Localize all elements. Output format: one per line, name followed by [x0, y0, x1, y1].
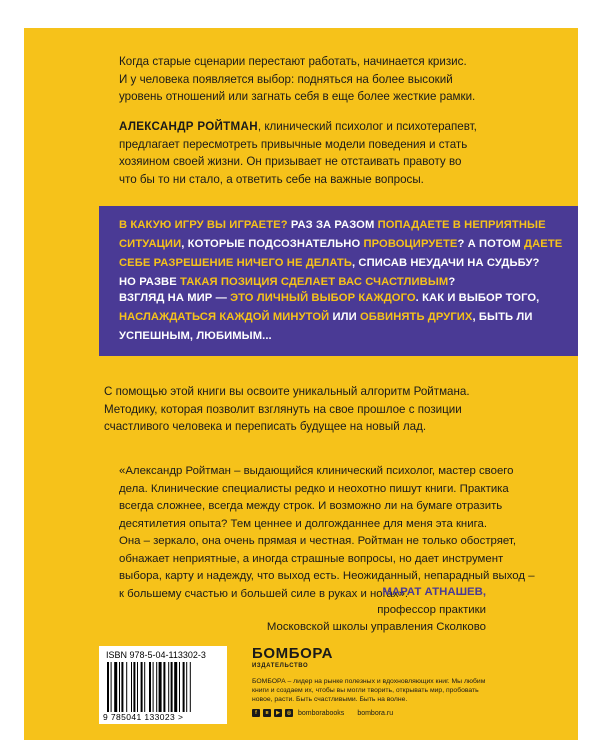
barcode-bar [183, 662, 185, 712]
questions-panel [99, 206, 578, 356]
quote-author-name: МАРАТ АТНАШЕВ, [382, 586, 486, 598]
back-cover [24, 28, 578, 740]
barcode-bar [144, 662, 145, 712]
quote-signature [267, 584, 486, 637]
barcode-bar [126, 662, 127, 712]
instagram-icon[interactable]: ◎ [286, 710, 292, 716]
quote-author-org: Московской школы управления Сколково [266, 621, 486, 634]
barcode-bar [179, 662, 180, 712]
worldview-block: ВЗГЛЯД НА МИР — ЭТО ЛИЧНЫЙ ВЫБОР КАЖДОГО. КАК И ВЫБОР ТОГО, НАСЛАЖДАТЬСЯ КАЖДОЙ МИНУТОЙ ИЛИ ОБВИНЯТЬ ДРУГИХ, БЫТЬ ЛИ УСПЕШНЫМ, ЛЮБИМЫМ... [119, 292, 540, 342]
barcode-bar [133, 662, 135, 712]
barcode-bar [107, 662, 109, 712]
barcode-bar [186, 662, 187, 712]
social-links [252, 709, 522, 717]
barcode-bar [153, 662, 154, 712]
publisher-site[interactable]: bombora.ru [357, 709, 394, 717]
social-handle[interactable]: bomborabooks [298, 709, 345, 717]
barcode-bar [163, 662, 165, 712]
author-name: АЛЕКСАНДР РОЙТМАН [119, 120, 258, 133]
barcode-digits: 9 785041 133023 > [103, 712, 184, 722]
method-paragraph: С помощью этой книги вы освоите уникальный алгоритм Ройтмана. Методику, которая позволит взглянуть на свое прошлое с позиции счастливого человека и переписать будущее на новый лад. [104, 385, 470, 434]
quote-paragraph-1: «Александр Ройтман – выдающийся клинический психолог, мастер своего дела. Клинические специалисты редко и неохотно пишут книги. Практика всегда сложнее, всегда между строк. И возможно ли на бумаге отразить десятилетия опыта? Тем ценнее и долгожданнее для меня эта книга. [119, 465, 514, 530]
intro-paragraph: Когда старые сценарии перестают работать, начинается кризис. И у человека появляется выбор: подняться на более высокий уровень отношений или загнать себя в еще более жесткие рамки. [119, 55, 476, 104]
barcode-bar [111, 662, 112, 712]
barcode [99, 646, 227, 724]
barcode-bar [190, 662, 191, 712]
barcode-bar [141, 662, 143, 712]
publisher-block [252, 646, 522, 717]
publisher-logo: БОМБОРА [252, 645, 334, 662]
quote-paragraph-2: Она – зеркало, она очень прямая и честная. Ройтман не только обостряет, обнажает неприятные, а иногда страшные вопросы, но дает инструмент выбора, карту и надежду, что выход есть. Неожиданный, непарадный выход – к большему счастью и большей силе в руках и ногах». [119, 535, 535, 600]
barcode-bar [159, 662, 162, 712]
vk-icon[interactable]: в [263, 709, 271, 717]
youtube-icon[interactable]: ▶ [274, 709, 282, 717]
publisher-description: БОМБОРА – лидер на рынке полезных и вдохновляющих книг. Мы любим книги и создаем их, чтобы вы могли творить, открывать мир, пробовать новое, расти. Быть счастливыми. Быть на волне. [252, 678, 486, 703]
barcode-bar [121, 662, 123, 712]
author-paragraph: АЛЕКСАНДР РОЙТМАН, клинический психолог и психотерапевт, предлагает пересмотреть привычные модели поведения и стать хозяином своей жизни. Он призывает не отстаивать правоту во что бы то ни стало, а ответить себе на важные вопросы. [119, 120, 477, 186]
barcode-bar [156, 662, 157, 712]
barcode-bar [114, 662, 117, 712]
barcode-bar [149, 662, 151, 712]
barcode-bar [168, 662, 169, 712]
barcode-bar [174, 662, 177, 712]
barcode-bar [171, 662, 173, 712]
publisher-logo-sub: ИЗДАТЕЛЬСТВО [252, 663, 309, 669]
facebook-icon[interactable]: f [252, 709, 260, 717]
barcode-bar [131, 662, 132, 712]
barcode-bar [137, 662, 138, 712]
barcode-bars [107, 662, 219, 712]
isbn-text: ISBN 978-5-04-113302-3 [106, 650, 206, 660]
barcode-bar [119, 662, 120, 712]
quote-author-title: профессор практики [377, 603, 486, 616]
questions-block: В КАКУЮ ИГРУ ВЫ ИГРАЕТЕ? РАЗ ЗА РАЗОМ ПОПАДАЕТЕ В НЕПРИЯТНЫЕ СИТУАЦИИ, КОТОРЫЕ ПОДСОЗНАТЕЛЬНО ПРОВОЦИРУЕТЕ? А ПОТОМ ДАЕТЕ СЕБЕ РАЗРЕШЕНИЕ НИЧЕГО НЕ ДЕЛАТЬ, СПИСАВ НЕУДАЧИ НА СУДЬБУ? НО РАЗВЕ ТАКАЯ ПОЗИЦИЯ СДЕЛАЕТ ВАС СЧАСТЛИВЫМ? [119, 219, 563, 288]
